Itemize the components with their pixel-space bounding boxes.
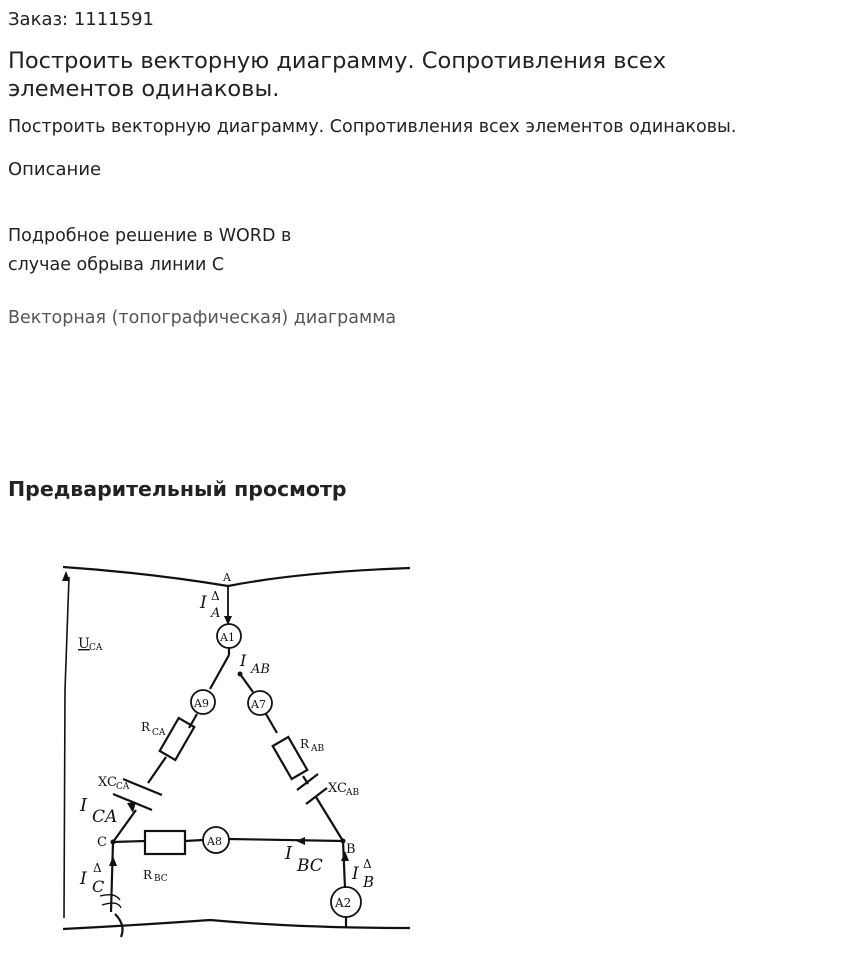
voltage-label: U: [78, 636, 90, 652]
preview-heading: Предварительный просмотр: [8, 477, 347, 501]
current-ib: I: [352, 864, 359, 884]
capacitor-xcab: [297, 774, 327, 804]
description-heading: Описание: [8, 159, 102, 180]
voltage-arrow: [64, 577, 69, 918]
line-a-wire: [63, 567, 410, 586]
svg-text:XC: XC: [328, 781, 347, 796]
svg-text:AB: AB: [346, 788, 360, 798]
current-iab-sub: AB: [251, 662, 270, 677]
svg-text:R: R: [300, 737, 310, 751]
svg-text:XC: XC: [98, 775, 117, 790]
current-ic-sub: C: [92, 877, 105, 896]
svg-text:CA: CA: [116, 782, 130, 792]
resistor-rbc: [145, 831, 185, 854]
node-c-label: C: [97, 835, 107, 850]
svg-text:R: R: [143, 868, 153, 882]
current-ica: I: [80, 795, 88, 816]
page-title: Построить векторную диаграмму. Сопротивления всех элементов одинаковы.: [8, 48, 667, 102]
description-line-3: Векторная (топографическая) диаграмма: [8, 308, 397, 328]
current-ia: I: [200, 593, 207, 613]
svg-text:R: R: [141, 720, 151, 734]
current-ibc-sub: BC: [297, 856, 323, 876]
description-line-2: случае обрыва линии С: [8, 255, 225, 275]
current-ib-delta: Δ: [363, 857, 372, 871]
current-ica-sub: CA: [92, 807, 118, 827]
voltage-sub: CA: [89, 643, 103, 653]
svg-text:A7: A7: [251, 698, 266, 711]
svg-text:A1: A1: [220, 631, 235, 644]
current-ib-sub: B: [363, 873, 375, 891]
current-ia-sub: A: [211, 606, 221, 621]
svg-text:AB: AB: [311, 744, 325, 754]
node-b-label: B: [346, 842, 356, 857]
current-ic: I: [80, 869, 87, 889]
node-a-label: A: [223, 571, 231, 584]
order-number: Заказ: 1111591: [8, 9, 154, 30]
svg-text:BC: BC: [154, 874, 168, 884]
current-ibc: I: [285, 843, 293, 864]
resistor-rca: [160, 718, 195, 760]
svg-text:CA: CA: [152, 728, 166, 738]
circuit-diagram: [55, 560, 425, 945]
svg-text:A8: A8: [207, 835, 222, 848]
current-ia-delta: Δ: [211, 589, 220, 603]
line-b-c-wire: [63, 920, 410, 929]
description-text: [8, 222, 368, 280]
svg-text:A2: A2: [335, 896, 352, 910]
description-line-1: Подробное решение в WORD в: [8, 226, 292, 246]
svg-text:A9: A9: [194, 697, 209, 710]
task-statement: Построить векторную диаграмму. Сопротивления всех элементов одинаковы.: [8, 117, 737, 137]
current-ic-delta: Δ: [93, 861, 102, 875]
current-iab: I: [240, 651, 247, 670]
